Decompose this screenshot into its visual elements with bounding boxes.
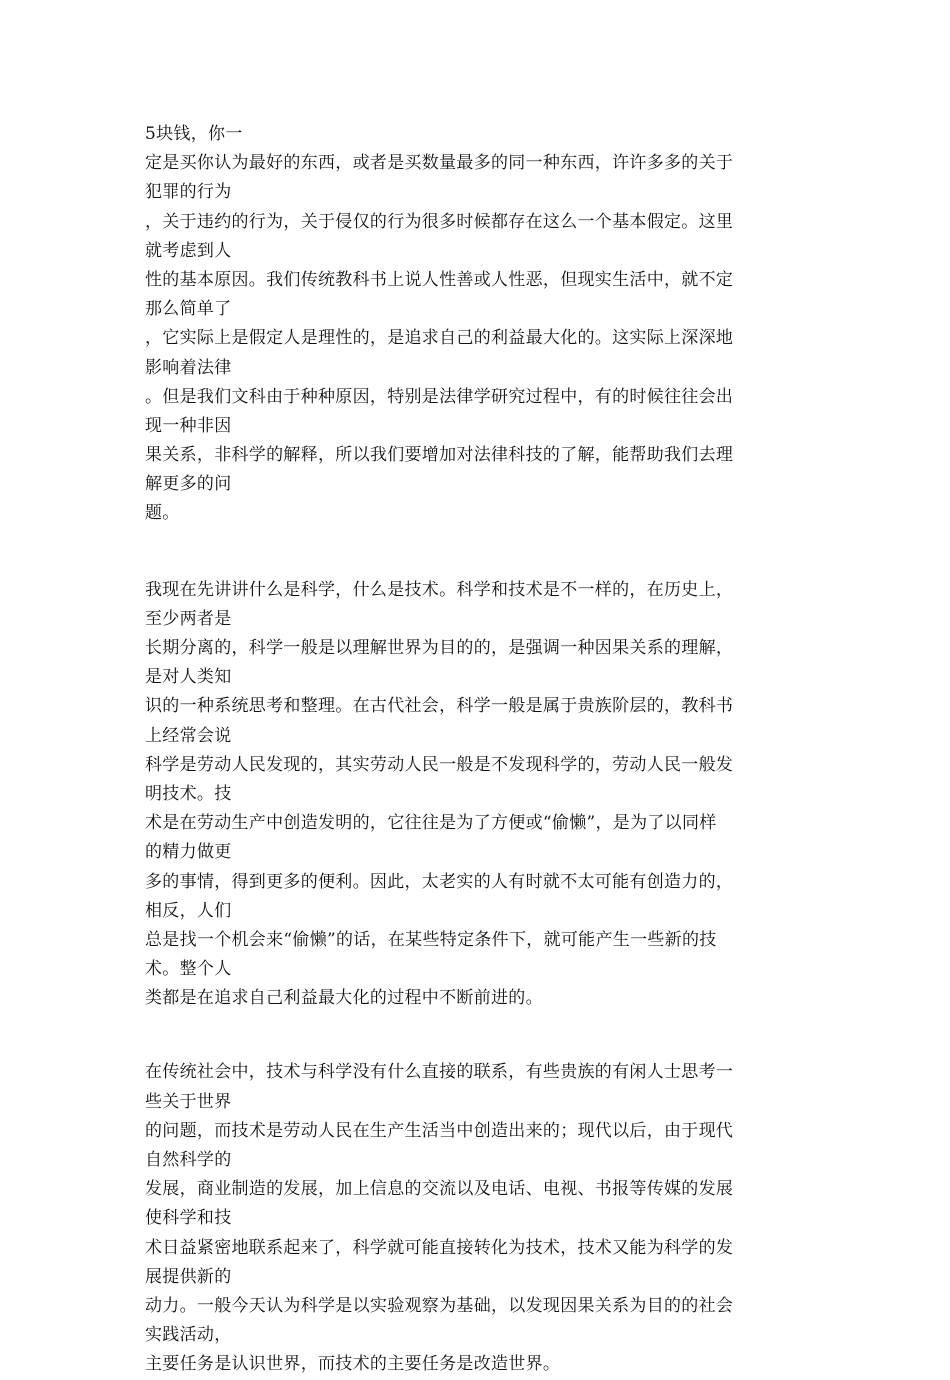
text-line: 至少两者是 [145, 608, 232, 629]
text-line: 明技术。技 [145, 783, 232, 804]
text-line: 。但是我们文科由于种种原因，特别是法律学研究过程中，有的时候往往会出 [145, 386, 734, 407]
text-line: 些关于世界 [145, 1091, 232, 1112]
paragraph-spacer [145, 529, 805, 576]
text-line: 我现在先讲讲什么是科学，什么是技术。科学和技术是不一样的，在历史上， [145, 579, 734, 600]
text-line: 术日益紧密地联系起来了，科学就可能直接转化为技术，技术又能为科学的发 [145, 1237, 734, 1258]
text-line: 发展，商业制造的发展，加上信息的交流以及电话、电视、书报等传媒的发展 [145, 1179, 734, 1200]
text-line: 使科学和技 [145, 1208, 232, 1229]
text-line: 性的基本原因。我们传统教科书上说人性善或人性恶，但现实生活中，就不定 [145, 269, 734, 290]
text-line: 犯罪的行为 [145, 182, 232, 203]
text-line: 多的事情，得到更多的便利。因此，太老实的人有时就不太可能有创造力的， [145, 871, 734, 892]
text-line: 相反，人们 [145, 900, 232, 921]
text-line: 那么简单了 [145, 299, 232, 320]
text-line: 实践活动， [145, 1325, 232, 1346]
text-line: 长期分离的，科学一般是以理解世界为目的的，是强调一种因果关系的理解， [145, 638, 734, 658]
text-line: 题。 [145, 503, 180, 524]
text-line: 的问题，而技术是劳动人民在生产生活当中创造出来的；现代以后，由于现代 [145, 1120, 734, 1141]
text-line: 总是找一个机会来“偷懒”的话，在某些特定条件下，就可能产生一些新的技 [145, 929, 717, 950]
text-line: ，它实际上是假定人是理性的，是追求自己的利益最大化的。这实际上深深地 [145, 328, 734, 349]
text-line: 自然科学的 [145, 1150, 232, 1170]
text-line: 就考虑到人 [145, 240, 232, 261]
paragraph-1 [145, 120, 805, 529]
text-line: 类都是在追求自己利益最大化的过程中不断前进的。 [145, 988, 543, 1009]
paragraph-spacer [145, 1013, 805, 1058]
text-line: 果关系，非科学的解释，所以我们要增加对法律科技的了解，能帮助我们去理 [145, 445, 734, 466]
text-line: 影响着法律 [145, 357, 232, 378]
text-line: 定是买你认为最好的东西，或者是买数量最多的同一种东西，许许多多的关于 [145, 153, 734, 174]
text-line: 现一种非因 [145, 415, 232, 436]
text-line: 术。整个人 [145, 959, 232, 980]
text-line: 上经常会说 [145, 725, 232, 746]
text-line: 识的一种系统思考和整理。在古代社会，科学一般是属于贵族阶层的，教科书 [145, 696, 734, 717]
text-line: 5块钱，你一 [145, 124, 243, 144]
text-line: ，关于违约的行为，关于侵仅的行为很多时候都存在这么一个基本假定。这里 [145, 211, 734, 232]
text-line: 解更多的问 [145, 474, 232, 495]
paragraph-3 [145, 1058, 805, 1379]
text-line: 在传统社会中，技术与科学没有什么直接的联系，有些贵族的有闲人士思考一 [145, 1062, 734, 1083]
text-line: 科学是劳动人民发现的，其实劳动人民一般是不发现科学的，劳动人民一般发 [145, 754, 734, 775]
text-line: 主要任务是认识世界，而技术的主要任务是改造世界。 [145, 1354, 561, 1375]
text-line: 动力。一般今天认为科学是以实验观察为基础，以发现因果关系为目的的社会 [145, 1295, 734, 1316]
text-line: 是对人类知 [145, 667, 232, 688]
text-line: 术是在劳动生产中创造发明的，它往往是为了方便或“偷懒”，是为了以同样 [145, 813, 717, 834]
paragraph-2 [145, 576, 805, 1014]
text-line: 的精力做更 [145, 842, 232, 863]
document-page [145, 120, 805, 1380]
text-line: 展提供新的 [145, 1266, 232, 1287]
